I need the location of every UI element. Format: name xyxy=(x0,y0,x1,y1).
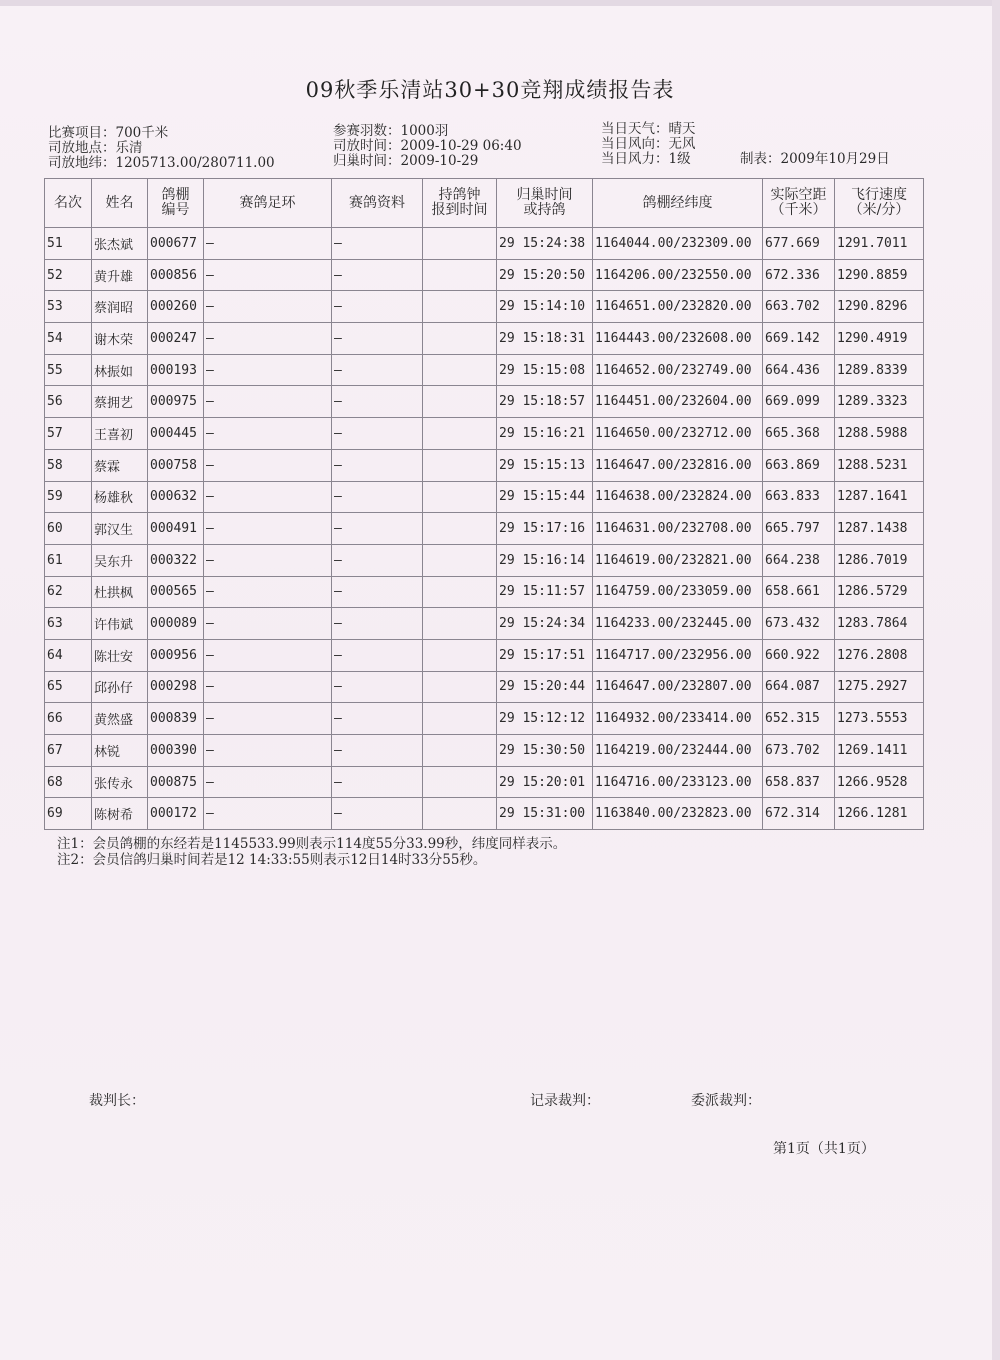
cell-name: 陈树希 xyxy=(92,798,148,830)
meta-weather: 当日天气：晴天 xyxy=(601,121,696,137)
cell-clock-time xyxy=(423,798,497,830)
cell-loft-number: 000839 xyxy=(148,703,204,735)
cell-rank: 59 xyxy=(45,481,92,513)
cell-speed: 1290.8296 xyxy=(835,291,924,323)
cell-distance: 677.669 xyxy=(763,228,835,260)
cell-name: 黄升雄 xyxy=(92,259,148,291)
cell-rank: 69 xyxy=(45,798,92,830)
cell-ring: — xyxy=(204,354,332,386)
cell-speed: 1275.2927 xyxy=(835,671,924,703)
cell-name: 杜拱枫 xyxy=(92,576,148,608)
cell-speed: 1283.7864 xyxy=(835,608,924,640)
cell-rank: 56 xyxy=(45,386,92,418)
cell-name: 蔡霖 xyxy=(92,449,148,481)
cell-info: — xyxy=(332,418,423,450)
cell-ring: — xyxy=(204,259,332,291)
cell-clock-time xyxy=(423,418,497,450)
cell-info: — xyxy=(332,735,423,767)
cell-distance: 665.797 xyxy=(763,513,835,545)
table-row xyxy=(45,418,924,450)
cell-ring: — xyxy=(204,544,332,576)
cell-info: — xyxy=(332,228,423,260)
cell-distance: 665.368 xyxy=(763,418,835,450)
cell-info: — xyxy=(332,449,423,481)
cell-clock-time xyxy=(423,513,497,545)
cell-loft-number: 000298 xyxy=(148,671,204,703)
cell-speed: 1290.4919 xyxy=(835,323,924,355)
cell-rank: 52 xyxy=(45,259,92,291)
cell-return-time: 29 15:16:14 xyxy=(497,544,593,576)
cell-return-time: 29 15:15:08 xyxy=(497,354,593,386)
table-row xyxy=(45,703,924,735)
cell-speed: 1287.1641 xyxy=(835,481,924,513)
table-row xyxy=(45,544,924,576)
cell-rank: 64 xyxy=(45,639,92,671)
cell-distance: 664.238 xyxy=(763,544,835,576)
cell-loft-coords: 1164650.00/232712.00 xyxy=(593,418,763,450)
table-row xyxy=(45,639,924,671)
cell-ring: — xyxy=(204,513,332,545)
header-name: 姓名 xyxy=(92,179,148,228)
meta-wind-direction: 当日风向：无风 xyxy=(601,136,696,152)
cell-speed: 1269.1411 xyxy=(835,735,924,767)
cell-name: 吴东升 xyxy=(92,544,148,576)
cell-ring: — xyxy=(204,291,332,323)
meta-wind-force: 当日风力：1级 xyxy=(601,151,691,167)
cell-name: 林振如 xyxy=(92,354,148,386)
cell-ring: — xyxy=(204,576,332,608)
cell-info: — xyxy=(332,798,423,830)
cell-return-time: 29 15:17:16 xyxy=(497,513,593,545)
cell-clock-time xyxy=(423,449,497,481)
cell-ring: — xyxy=(204,639,332,671)
cell-return-time: 29 15:31:00 xyxy=(497,798,593,830)
cell-info: — xyxy=(332,671,423,703)
cell-loft-number: 000089 xyxy=(148,608,204,640)
cell-loft-number: 000632 xyxy=(148,481,204,513)
cell-loft-coords: 1164233.00/232445.00 xyxy=(593,608,763,640)
cell-ring: — xyxy=(204,323,332,355)
cell-return-time: 29 15:20:50 xyxy=(497,259,593,291)
cell-name: 张杰斌 xyxy=(92,228,148,260)
cell-rank: 63 xyxy=(45,608,92,640)
cell-return-time: 29 15:18:57 xyxy=(497,386,593,418)
cell-loft-coords: 1164651.00/232820.00 xyxy=(593,291,763,323)
cell-loft-coords: 1163840.00/232823.00 xyxy=(593,798,763,830)
cell-speed: 1289.3323 xyxy=(835,386,924,418)
cell-return-time: 29 15:20:44 xyxy=(497,671,593,703)
table-row xyxy=(45,513,924,545)
note-2: 注2：会员信鸽归巢时间若是12 14:33:55则表示12日14时33分55秒。 xyxy=(57,852,487,868)
cell-ring: — xyxy=(204,386,332,418)
cell-clock-time xyxy=(423,291,497,323)
cell-speed: 1290.8859 xyxy=(835,259,924,291)
cell-rank: 66 xyxy=(45,703,92,735)
cell-speed: 1289.8339 xyxy=(835,354,924,386)
cell-clock-time xyxy=(423,671,497,703)
cell-rank: 54 xyxy=(45,323,92,355)
cell-loft-coords: 1164044.00/232309.00 xyxy=(593,228,763,260)
header-clock-time: 持鸽钟 报到时间 xyxy=(423,179,497,228)
cell-return-time: 29 15:11:57 xyxy=(497,576,593,608)
cell-ring: — xyxy=(204,418,332,450)
cell-distance: 669.099 xyxy=(763,386,835,418)
cell-clock-time xyxy=(423,386,497,418)
table-row xyxy=(45,228,924,260)
cell-rank: 67 xyxy=(45,735,92,767)
cell-return-time: 29 15:24:34 xyxy=(497,608,593,640)
cell-name: 陈壮安 xyxy=(92,639,148,671)
cell-clock-time xyxy=(423,766,497,798)
cell-clock-time xyxy=(423,576,497,608)
cell-info: — xyxy=(332,703,423,735)
cell-loft-coords: 1164717.00/232956.00 xyxy=(593,639,763,671)
cell-speed: 1266.1281 xyxy=(835,798,924,830)
cell-name: 林锐 xyxy=(92,735,148,767)
header-info: 赛鸽资料 xyxy=(332,179,423,228)
cell-loft-coords: 1164652.00/232749.00 xyxy=(593,354,763,386)
signature-recording-referee: 记录裁判： xyxy=(530,1093,600,1109)
cell-loft-coords: 1164443.00/232608.00 xyxy=(593,323,763,355)
cell-loft-coords: 1164619.00/232821.00 xyxy=(593,544,763,576)
cell-return-time: 29 15:17:51 xyxy=(497,639,593,671)
table-row xyxy=(45,766,924,798)
cell-return-time: 29 15:20:01 xyxy=(497,766,593,798)
table-row xyxy=(45,735,924,767)
cell-info: — xyxy=(332,766,423,798)
cell-loft-number: 000975 xyxy=(148,386,204,418)
cell-distance: 664.436 xyxy=(763,354,835,386)
cell-loft-number: 000260 xyxy=(148,291,204,323)
cell-ring: — xyxy=(204,798,332,830)
meta-release-coords: 司放地纬：1205713.00/280711.00 xyxy=(48,155,275,171)
cell-distance: 663.833 xyxy=(763,481,835,513)
cell-clock-time xyxy=(423,259,497,291)
header-ring: 赛鸽足环 xyxy=(204,179,332,228)
cell-return-time: 29 15:24:38 xyxy=(497,228,593,260)
cell-distance: 658.661 xyxy=(763,576,835,608)
cell-ring: — xyxy=(204,766,332,798)
cell-clock-time xyxy=(423,354,497,386)
cell-rank: 65 xyxy=(45,671,92,703)
cell-speed: 1266.9528 xyxy=(835,766,924,798)
cell-loft-number: 000445 xyxy=(148,418,204,450)
cell-ring: — xyxy=(204,449,332,481)
cell-clock-time xyxy=(423,735,497,767)
cell-loft-number: 000758 xyxy=(148,449,204,481)
cell-ring: — xyxy=(204,735,332,767)
cell-rank: 55 xyxy=(45,354,92,386)
cell-loft-coords: 1164631.00/232708.00 xyxy=(593,513,763,545)
cell-loft-coords: 1164932.00/233414.00 xyxy=(593,703,763,735)
meta-release-place: 司放地点：乐清 xyxy=(48,140,143,156)
report-title: 09秋季乐清站30+30竞翔成绩报告表 xyxy=(305,78,675,102)
cell-info: — xyxy=(332,639,423,671)
cell-name: 谢木荣 xyxy=(92,323,148,355)
cell-return-time: 29 15:30:50 xyxy=(497,735,593,767)
cell-info: — xyxy=(332,608,423,640)
cell-distance: 660.922 xyxy=(763,639,835,671)
cell-name: 蔡润昭 xyxy=(92,291,148,323)
signature-chief-referee: 裁判长： xyxy=(89,1093,145,1109)
note-1: 注1：会员鸽棚的东经若是1145533.99则表示114度55分33.99秒，纬度同样表示。 xyxy=(57,836,567,852)
cell-rank: 53 xyxy=(45,291,92,323)
meta-release-time: 司放时间：2009-10-29 06:40 xyxy=(333,138,522,154)
cell-loft-coords: 1164647.00/232807.00 xyxy=(593,671,763,703)
cell-loft-number: 000856 xyxy=(148,259,204,291)
cell-speed: 1276.2808 xyxy=(835,639,924,671)
cell-rank: 61 xyxy=(45,544,92,576)
table-row xyxy=(45,608,924,640)
cell-loft-coords: 1164206.00/232550.00 xyxy=(593,259,763,291)
cell-loft-number: 000677 xyxy=(148,228,204,260)
cell-loft-coords: 1164647.00/232816.00 xyxy=(593,449,763,481)
cell-rank: 51 xyxy=(45,228,92,260)
cell-loft-number: 000565 xyxy=(148,576,204,608)
cell-loft-number: 000322 xyxy=(148,544,204,576)
cell-loft-coords: 1164759.00/233059.00 xyxy=(593,576,763,608)
cell-loft-number: 000193 xyxy=(148,354,204,386)
cell-distance: 673.702 xyxy=(763,735,835,767)
cell-rank: 60 xyxy=(45,513,92,545)
cell-loft-number: 000390 xyxy=(148,735,204,767)
cell-speed: 1273.5553 xyxy=(835,703,924,735)
cell-distance: 672.336 xyxy=(763,259,835,291)
cell-distance: 672.314 xyxy=(763,798,835,830)
cell-distance: 658.837 xyxy=(763,766,835,798)
meta-column-3 xyxy=(601,122,696,167)
meta-column-1 xyxy=(48,126,275,171)
cell-clock-time xyxy=(423,639,497,671)
table-row xyxy=(45,386,924,418)
cell-loft-number: 000172 xyxy=(148,798,204,830)
cell-distance: 669.142 xyxy=(763,323,835,355)
table-row xyxy=(45,323,924,355)
cell-name: 杨雄秋 xyxy=(92,481,148,513)
header-loft-number: 鸽棚 编号 xyxy=(148,179,204,228)
cell-info: — xyxy=(332,576,423,608)
cell-loft-number: 000491 xyxy=(148,513,204,545)
table-header-row xyxy=(45,179,924,228)
cell-return-time: 29 15:16:21 xyxy=(497,418,593,450)
cell-info: — xyxy=(332,354,423,386)
cell-speed: 1286.7019 xyxy=(835,544,924,576)
cell-loft-coords: 1164219.00/232444.00 xyxy=(593,735,763,767)
meta-column-2 xyxy=(333,124,522,169)
cell-name: 王喜初 xyxy=(92,418,148,450)
cell-rank: 58 xyxy=(45,449,92,481)
scan-edge-top xyxy=(0,0,1000,6)
cell-speed: 1288.5231 xyxy=(835,449,924,481)
results-table xyxy=(44,178,924,830)
cell-name: 蔡拥艺 xyxy=(92,386,148,418)
cell-return-time: 29 15:15:13 xyxy=(497,449,593,481)
cell-return-time: 29 15:14:10 xyxy=(497,291,593,323)
table-body xyxy=(45,228,924,830)
cell-info: — xyxy=(332,291,423,323)
cell-name: 郭汉生 xyxy=(92,513,148,545)
table-row xyxy=(45,259,924,291)
cell-name: 邱孙仔 xyxy=(92,671,148,703)
signature-delegated-referee: 委派裁判： xyxy=(691,1093,761,1109)
cell-rank: 68 xyxy=(45,766,92,798)
meta-entries: 参赛羽数：1000羽 xyxy=(333,123,449,139)
header-loft-coords: 鸽棚经纬度 xyxy=(593,179,763,228)
cell-speed: 1286.5729 xyxy=(835,576,924,608)
cell-info: — xyxy=(332,481,423,513)
cell-info: — xyxy=(332,386,423,418)
cell-distance: 663.702 xyxy=(763,291,835,323)
cell-rank: 57 xyxy=(45,418,92,450)
table-row xyxy=(45,671,924,703)
cell-return-time: 29 15:15:44 xyxy=(497,481,593,513)
header-return-time: 归巢时间 或持鸽 xyxy=(497,179,593,228)
cell-ring: — xyxy=(204,481,332,513)
cell-name: 张传永 xyxy=(92,766,148,798)
cell-loft-coords: 1164638.00/232824.00 xyxy=(593,481,763,513)
meta-made-date: 制表：2009年10月29日 xyxy=(740,151,890,167)
notes-block xyxy=(57,836,566,868)
cell-speed: 1287.1438 xyxy=(835,513,924,545)
cell-info: — xyxy=(332,259,423,291)
cell-name: 许伟斌 xyxy=(92,608,148,640)
cell-return-time: 29 15:18:31 xyxy=(497,323,593,355)
cell-distance: 664.087 xyxy=(763,671,835,703)
cell-speed: 1288.5988 xyxy=(835,418,924,450)
cell-loft-number: 000247 xyxy=(148,323,204,355)
cell-distance: 673.432 xyxy=(763,608,835,640)
cell-name: 黄然盛 xyxy=(92,703,148,735)
table-row xyxy=(45,798,924,830)
cell-clock-time xyxy=(423,544,497,576)
header-rank: 名次 xyxy=(45,179,92,228)
cell-ring: — xyxy=(204,608,332,640)
cell-distance: 663.869 xyxy=(763,449,835,481)
cell-return-time: 29 15:12:12 xyxy=(497,703,593,735)
cell-info: — xyxy=(332,323,423,355)
cell-loft-coords: 1164451.00/232604.00 xyxy=(593,386,763,418)
table-row xyxy=(45,481,924,513)
cell-clock-time xyxy=(423,228,497,260)
cell-rank: 62 xyxy=(45,576,92,608)
cell-clock-time xyxy=(423,323,497,355)
cell-info: — xyxy=(332,544,423,576)
cell-clock-time xyxy=(423,608,497,640)
cell-loft-number: 000875 xyxy=(148,766,204,798)
cell-ring: — xyxy=(204,671,332,703)
cell-ring: — xyxy=(204,228,332,260)
header-speed: 飞行速度 （米/分） xyxy=(835,179,924,228)
cell-loft-number: 000956 xyxy=(148,639,204,671)
cell-speed: 1291.7011 xyxy=(835,228,924,260)
table-row xyxy=(45,576,924,608)
table-row xyxy=(45,291,924,323)
table-row xyxy=(45,449,924,481)
cell-info: — xyxy=(332,513,423,545)
cell-loft-coords: 1164716.00/233123.00 xyxy=(593,766,763,798)
cell-clock-time xyxy=(423,481,497,513)
cell-distance: 652.315 xyxy=(763,703,835,735)
table-row xyxy=(45,354,924,386)
page-number: 第1页（共1页） xyxy=(773,1141,875,1157)
cell-ring: — xyxy=(204,703,332,735)
cell-clock-time xyxy=(423,703,497,735)
meta-return-time: 归巢时间：2009-10-29 xyxy=(333,153,479,169)
meta-event: 比赛项目：700千米 xyxy=(48,125,169,141)
header-distance: 实际空距 （千米） xyxy=(763,179,835,228)
scan-edge-right xyxy=(992,0,1000,1360)
